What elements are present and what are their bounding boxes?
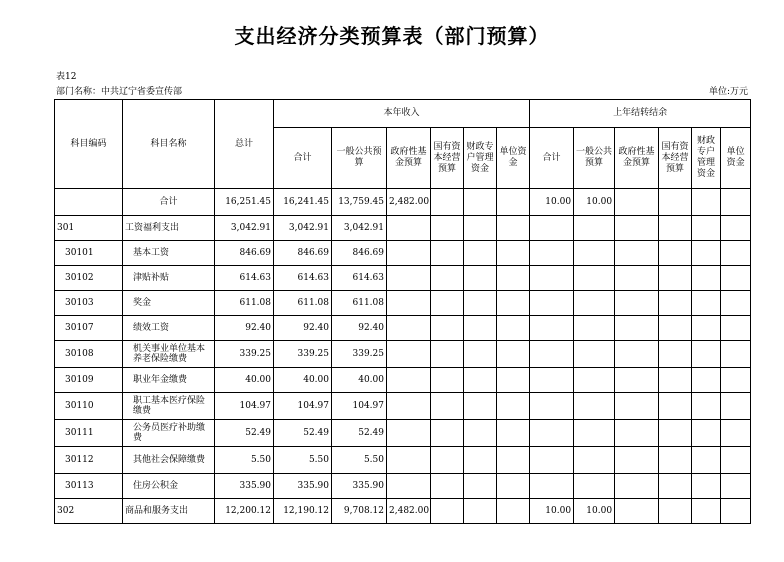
- cell-co-gov-fund: [615, 474, 659, 499]
- header-carryover: 上年结转结余: [530, 100, 751, 128]
- header-co-general: 一般公共预算: [574, 128, 615, 189]
- header-cur-fiscal-special: 财政专户管理资金: [464, 128, 497, 189]
- cell-cur-fiscal-special: [464, 241, 497, 266]
- table-row: [55, 393, 751, 420]
- cell-co-state-capital: [659, 241, 692, 266]
- cell-co-general: [574, 316, 615, 341]
- cell-co-gov-fund: [615, 499, 659, 524]
- cell-cur-gov-fund: [387, 291, 431, 316]
- table-number: 表12: [56, 72, 77, 82]
- cell-co-unit-fund: [721, 316, 751, 341]
- table-row: [55, 420, 751, 447]
- total-co-gov-fund: [615, 189, 659, 216]
- cell-cur-general: 92.40: [332, 316, 387, 341]
- cell-co-state-capital: [659, 474, 692, 499]
- cell-co-fiscal-special: [692, 291, 721, 316]
- cell-cur-fiscal-special: [464, 499, 497, 524]
- cell-co-state-capital: [659, 266, 692, 291]
- cell-co-state-capital: [659, 316, 692, 341]
- table-row: [55, 341, 751, 368]
- cell-co-fiscal-special: [692, 420, 721, 447]
- cell-cur-fiscal-special: [464, 316, 497, 341]
- cell-co-general: [574, 420, 615, 447]
- cell-cur-total: 5.50: [274, 447, 332, 474]
- cell-co-total: [530, 420, 574, 447]
- cell-cur-general: 52.49: [332, 420, 387, 447]
- cell-name: 机关事业单位基本养老保险缴费: [123, 341, 215, 368]
- cell-name: 绩效工资: [123, 316, 215, 341]
- cell-cur-general: 335.90: [332, 474, 387, 499]
- header-current-income: 本年收入: [274, 100, 530, 128]
- header-cur-total: 合计: [274, 128, 332, 189]
- cell-co-total: [530, 216, 574, 241]
- cell-cur-fiscal-special: [464, 368, 497, 393]
- table-row: [55, 266, 751, 291]
- total-cur-unit-fund: [497, 189, 530, 216]
- cell-co-state-capital: [659, 420, 692, 447]
- cell-co-gov-fund: [615, 266, 659, 291]
- cell-name: 住房公积金: [123, 474, 215, 499]
- cell-cur-state-capital: [431, 420, 464, 447]
- cell-cur-fiscal-special: [464, 216, 497, 241]
- cell-cur-total: 611.08: [274, 291, 332, 316]
- cell-co-total: [530, 393, 574, 420]
- header-co-fiscal-special: 财政专户管理资金: [692, 128, 721, 189]
- cell-co-gov-fund: [615, 420, 659, 447]
- cell-co-general: [574, 266, 615, 291]
- cell-cur-gov-fund: [387, 341, 431, 368]
- table-row: [55, 368, 751, 393]
- cell-co-unit-fund: [721, 216, 751, 241]
- cell-co-gov-fund: [615, 216, 659, 241]
- cell-cur-general: 846.69: [332, 241, 387, 266]
- cell-cur-state-capital: [431, 474, 464, 499]
- cell-cur-state-capital: [431, 368, 464, 393]
- cell-co-gov-fund: [615, 368, 659, 393]
- cell-cur-gov-fund: [387, 368, 431, 393]
- total-label: 合计: [123, 189, 215, 216]
- cell-cur-general: 3,042.91: [332, 216, 387, 241]
- cell-co-state-capital: [659, 291, 692, 316]
- cell-cur-gov-fund: [387, 474, 431, 499]
- cell-cur-state-capital: [431, 341, 464, 368]
- cell-code: 30109: [55, 368, 123, 393]
- cell-co-unit-fund: [721, 393, 751, 420]
- cell-name: 工资福利支出: [123, 216, 215, 241]
- unit-label: 单位:万元: [708, 87, 748, 97]
- cell-co-fiscal-special: [692, 316, 721, 341]
- cell-co-state-capital: [659, 341, 692, 368]
- cell-co-gov-fund: [615, 241, 659, 266]
- total-co-general: 10.00: [574, 189, 615, 216]
- cell-co-fiscal-special: [692, 393, 721, 420]
- cell-co-fiscal-special: [692, 368, 721, 393]
- cell-name: 奖金: [123, 291, 215, 316]
- cell-co-general: [574, 291, 615, 316]
- cell-code: 30107: [55, 316, 123, 341]
- cell-co-total: [530, 368, 574, 393]
- total-total: 16,251.45: [215, 189, 274, 216]
- cell-name: 基本工资: [123, 241, 215, 266]
- header-co-gov-fund: 政府性基金预算: [615, 128, 659, 189]
- header-co-unit-fund: 单位资金: [721, 128, 751, 189]
- cell-co-fiscal-special: [692, 447, 721, 474]
- cell-cur-state-capital: [431, 393, 464, 420]
- cell-cur-unit-fund: [497, 241, 530, 266]
- cell-cur-unit-fund: [497, 316, 530, 341]
- cell-cur-unit-fund: [497, 474, 530, 499]
- header-row-1: [55, 100, 751, 128]
- cell-name: 公务员医疗补助缴费: [123, 420, 215, 447]
- cell-cur-unit-fund: [497, 420, 530, 447]
- cell-co-unit-fund: [721, 368, 751, 393]
- cell-cur-gov-fund: 2,482.00: [387, 499, 431, 524]
- cell-total: 52.49: [215, 420, 274, 447]
- cell-code: 30102: [55, 266, 123, 291]
- cell-cur-state-capital: [431, 316, 464, 341]
- cell-co-unit-fund: [721, 341, 751, 368]
- cell-total: 12,200.12: [215, 499, 274, 524]
- cell-co-unit-fund: [721, 266, 751, 291]
- cell-co-general: 10.00: [574, 499, 615, 524]
- total-co-fiscal-special: [692, 189, 721, 216]
- cell-cur-fiscal-special: [464, 447, 497, 474]
- cell-cur-unit-fund: [497, 216, 530, 241]
- cell-name: 商品和服务支出: [123, 499, 215, 524]
- table-row: [55, 316, 751, 341]
- cell-co-unit-fund: [721, 420, 751, 447]
- cell-name: 职工基本医疗保险缴费: [123, 393, 215, 420]
- cell-cur-total: 104.97: [274, 393, 332, 420]
- cell-total: 339.25: [215, 341, 274, 368]
- cell-code: 30110: [55, 393, 123, 420]
- total-cur-state-capital: [431, 189, 464, 216]
- cell-co-general: [574, 368, 615, 393]
- cell-code: 30112: [55, 447, 123, 474]
- total-cur-fiscal-special: [464, 189, 497, 216]
- table-row: [55, 499, 751, 524]
- cell-co-state-capital: [659, 393, 692, 420]
- cell-total: 5.50: [215, 447, 274, 474]
- cell-cur-state-capital: [431, 447, 464, 474]
- header-cur-unit-fund: 单位资金: [497, 128, 530, 189]
- cell-cur-fiscal-special: [464, 474, 497, 499]
- cell-total: 40.00: [215, 368, 274, 393]
- cell-total: 335.90: [215, 474, 274, 499]
- header-code: 科目编码: [55, 100, 123, 189]
- cell-cur-total: 614.63: [274, 266, 332, 291]
- cell-cur-state-capital: [431, 291, 464, 316]
- cell-code: 30113: [55, 474, 123, 499]
- cell-cur-total: 92.40: [274, 316, 332, 341]
- budget-table: [54, 99, 751, 524]
- cell-co-fiscal-special: [692, 341, 721, 368]
- cell-code: 30101: [55, 241, 123, 266]
- cell-cur-total: 335.90: [274, 474, 332, 499]
- cell-cur-fiscal-special: [464, 341, 497, 368]
- cell-cur-fiscal-special: [464, 420, 497, 447]
- cell-name: 津贴补贴: [123, 266, 215, 291]
- header-co-state-capital: 国有资本经营预算: [659, 128, 692, 189]
- cell-cur-unit-fund: [497, 499, 530, 524]
- total-cur-gov-fund: 2,482.00: [387, 189, 431, 216]
- total-co-unit-fund: [721, 189, 751, 216]
- header-cur-state-capital: 国有资本经营预算: [431, 128, 464, 189]
- cell-cur-total: 12,190.12: [274, 499, 332, 524]
- cell-cur-gov-fund: [387, 447, 431, 474]
- cell-cur-total: 846.69: [274, 241, 332, 266]
- cell-cur-unit-fund: [497, 341, 530, 368]
- cell-total: 104.97: [215, 393, 274, 420]
- cell-code: 30103: [55, 291, 123, 316]
- cell-cur-fiscal-special: [464, 291, 497, 316]
- cell-co-total: [530, 341, 574, 368]
- cell-co-fiscal-special: [692, 241, 721, 266]
- cell-co-general: [574, 447, 615, 474]
- cell-co-unit-fund: [721, 241, 751, 266]
- cell-co-unit-fund: [721, 474, 751, 499]
- cell-cur-state-capital: [431, 499, 464, 524]
- header-cur-gov-fund: 政府性基金预算: [387, 128, 431, 189]
- header-name: 科目名称: [123, 100, 215, 189]
- cell-cur-general: 339.25: [332, 341, 387, 368]
- cell-co-state-capital: [659, 447, 692, 474]
- cell-co-general: [574, 474, 615, 499]
- cell-cur-general: 104.97: [332, 393, 387, 420]
- cell-co-total: [530, 447, 574, 474]
- cell-name: 职业年金缴费: [123, 368, 215, 393]
- cell-cur-state-capital: [431, 266, 464, 291]
- cell-cur-state-capital: [431, 241, 464, 266]
- cell-cur-unit-fund: [497, 447, 530, 474]
- cell-cur-general: 9,708.12: [332, 499, 387, 524]
- total-co-state-capital: [659, 189, 692, 216]
- cell-cur-total: 52.49: [274, 420, 332, 447]
- cell-co-general: [574, 393, 615, 420]
- header-co-total: 合计: [530, 128, 574, 189]
- cell-co-unit-fund: [721, 291, 751, 316]
- header-total: 总计: [215, 100, 274, 189]
- total-co-total: 10.00: [530, 189, 574, 216]
- cell-co-general: [574, 341, 615, 368]
- cell-cur-general: 614.63: [332, 266, 387, 291]
- cell-co-total: [530, 474, 574, 499]
- cell-total: 846.69: [215, 241, 274, 266]
- cell-cur-general: 611.08: [332, 291, 387, 316]
- cell-co-unit-fund: [721, 447, 751, 474]
- cell-co-fiscal-special: [692, 266, 721, 291]
- table-row: [55, 216, 751, 241]
- cell-total: 614.63: [215, 266, 274, 291]
- cell-co-total: [530, 316, 574, 341]
- cell-cur-unit-fund: [497, 291, 530, 316]
- total-cur-general: 13,759.45: [332, 189, 387, 216]
- cell-cur-total: 40.00: [274, 368, 332, 393]
- cell-cur-fiscal-special: [464, 266, 497, 291]
- total-cur-total: 16,241.45: [274, 189, 332, 216]
- cell-co-gov-fund: [615, 316, 659, 341]
- cell-cur-state-capital: [431, 216, 464, 241]
- cell-co-fiscal-special: [692, 216, 721, 241]
- cell-cur-general: 5.50: [332, 447, 387, 474]
- department-name: 部门名称：中共辽宁省委宣传部: [56, 87, 183, 97]
- cell-cur-gov-fund: [387, 393, 431, 420]
- cell-code: 302: [55, 499, 123, 524]
- cell-co-fiscal-special: [692, 474, 721, 499]
- cell-co-state-capital: [659, 216, 692, 241]
- cell-cur-fiscal-special: [464, 393, 497, 420]
- table-row: [55, 241, 751, 266]
- cell-cur-gov-fund: [387, 266, 431, 291]
- cell-co-general: [574, 216, 615, 241]
- table-row: [55, 291, 751, 316]
- cell-total: 3,042.91: [215, 216, 274, 241]
- cell-total: 92.40: [215, 316, 274, 341]
- table-row: [55, 447, 751, 474]
- cell-cur-gov-fund: [387, 241, 431, 266]
- cell-co-unit-fund: [721, 499, 751, 524]
- cell-cur-gov-fund: [387, 316, 431, 341]
- cell-co-gov-fund: [615, 341, 659, 368]
- cell-co-state-capital: [659, 499, 692, 524]
- cell-co-gov-fund: [615, 447, 659, 474]
- header-cur-general: 一般公共预算: [332, 128, 387, 189]
- total-code: [55, 189, 123, 216]
- cell-code: 301: [55, 216, 123, 241]
- cell-co-state-capital: [659, 368, 692, 393]
- cell-total: 611.08: [215, 291, 274, 316]
- cell-co-gov-fund: [615, 291, 659, 316]
- cell-code: 30111: [55, 420, 123, 447]
- cell-cur-unit-fund: [497, 266, 530, 291]
- cell-cur-unit-fund: [497, 368, 530, 393]
- cell-co-fiscal-special: [692, 499, 721, 524]
- cell-cur-gov-fund: [387, 420, 431, 447]
- page-title: 支出经济分类预算表（部门预算）: [234, 24, 550, 48]
- total-row: [55, 189, 751, 216]
- cell-cur-unit-fund: [497, 393, 530, 420]
- cell-code: 30108: [55, 341, 123, 368]
- cell-co-total: 10.00: [530, 499, 574, 524]
- cell-co-total: [530, 241, 574, 266]
- cell-cur-total: 339.25: [274, 341, 332, 368]
- cell-co-total: [530, 266, 574, 291]
- cell-co-total: [530, 291, 574, 316]
- table-row: [55, 474, 751, 499]
- cell-cur-general: 40.00: [332, 368, 387, 393]
- cell-cur-total: 3,042.91: [274, 216, 332, 241]
- cell-co-general: [574, 241, 615, 266]
- cell-cur-gov-fund: [387, 216, 431, 241]
- cell-co-gov-fund: [615, 393, 659, 420]
- cell-name: 其他社会保障缴费: [123, 447, 215, 474]
